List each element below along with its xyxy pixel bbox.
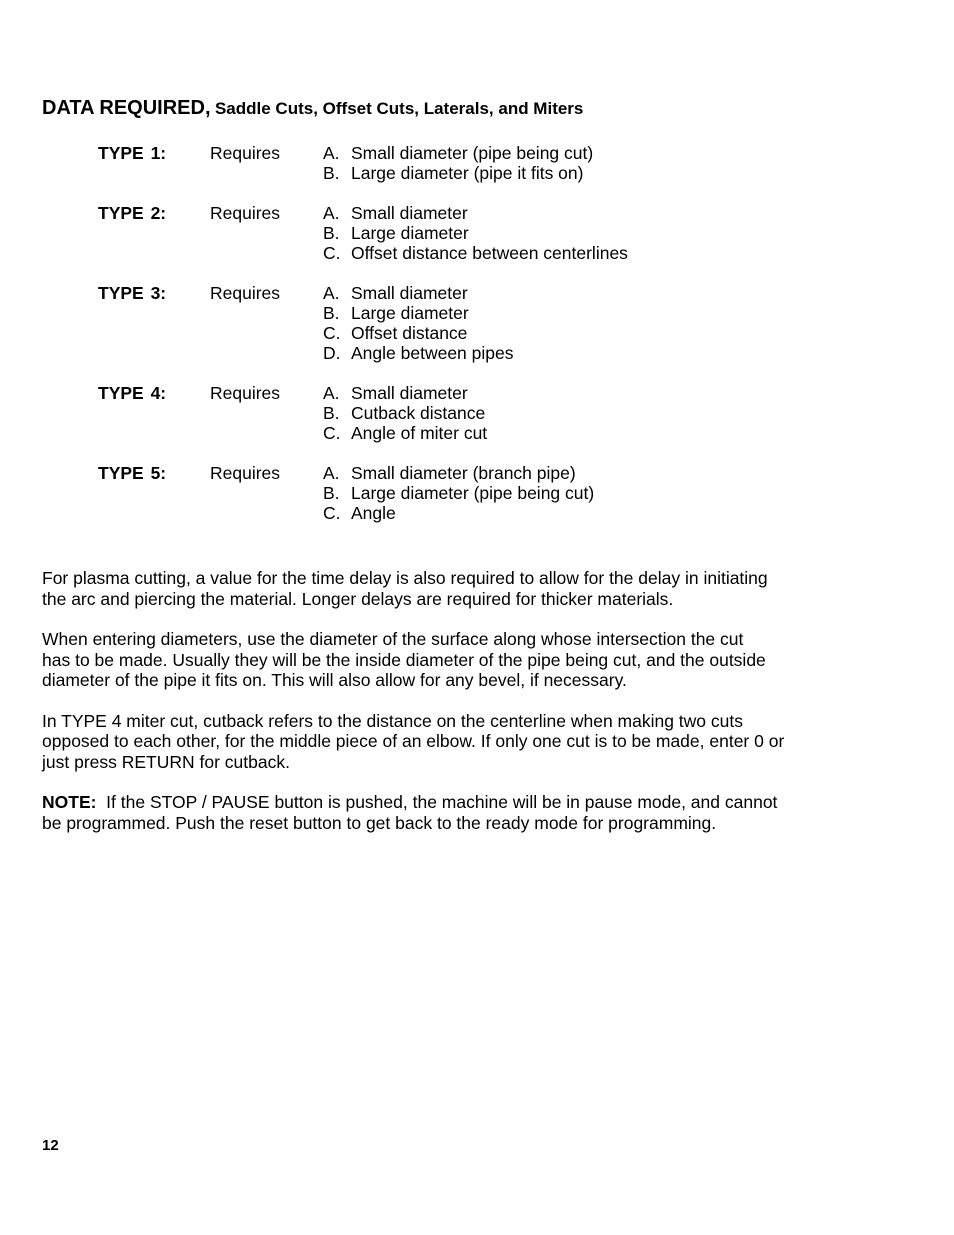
list-item <box>323 243 628 263</box>
list-item <box>323 503 628 523</box>
item-text: Small diameter (pipe being cut) <box>351 143 594 163</box>
diameters-paragraph <box>42 629 862 691</box>
note-label: NOTE: <box>42 792 97 812</box>
list-item <box>323 463 628 483</box>
paragraph-line: be programmed. Push the reset button to get back to the ready mode for programming. <box>42 812 717 833</box>
type-label: TYPE 1: <box>98 143 167 163</box>
item-text: Angle of miter cut <box>351 423 488 443</box>
item-letter: C. <box>323 503 341 523</box>
body-paragraphs <box>42 568 862 853</box>
type-label: TYPE 5: <box>98 463 167 483</box>
paragraph-line: For plasma cutting, a value for the time delay is also required to allow for the delay in initiating <box>42 568 768 588</box>
item-letter: B. <box>323 403 340 423</box>
item-text: Angle between pipes <box>351 343 514 363</box>
item-letter: B. <box>323 223 340 243</box>
item-letter: A. <box>323 143 340 163</box>
requires-label: Requires <box>210 383 281 403</box>
item-text: Large diameter (pipe it fits on) <box>351 163 584 183</box>
item-letter: C. <box>323 243 341 263</box>
type-block-2 <box>98 203 628 263</box>
type-items <box>323 383 628 443</box>
type-label: TYPE 2: <box>98 203 167 223</box>
paragraph-line <box>42 792 862 813</box>
list-item <box>323 163 628 183</box>
list-item <box>323 483 628 503</box>
paragraph-line: When entering diameters, use the diameter of the surface along whose intersection the cut <box>42 629 744 649</box>
item-text: Cutback distance <box>351 403 486 423</box>
list-item <box>323 283 628 303</box>
type-block-1 <box>98 143 628 183</box>
item-text: Small diameter (branch pipe) <box>351 463 576 483</box>
list-item <box>323 423 628 443</box>
type-block-4 <box>98 383 628 443</box>
type-items <box>323 283 628 363</box>
type-block-3 <box>98 283 628 363</box>
type-items <box>323 203 628 263</box>
type-block-5 <box>98 463 628 523</box>
item-text: Small diameter <box>351 203 468 223</box>
page-number: 12 <box>42 1137 59 1154</box>
item-text: Small diameter <box>351 283 468 303</box>
list-item <box>323 343 628 363</box>
paragraph-line: the arc and piercing the material. Longer delays are required for thicker materials. <box>42 588 674 609</box>
item-letter: D. <box>323 343 341 363</box>
item-letter: A. <box>323 283 340 303</box>
item-letter: A. <box>323 203 340 223</box>
list-item <box>323 403 628 423</box>
requires-label: Requires <box>210 203 281 223</box>
paragraph-line: just press RETURN for cutback. <box>42 751 290 772</box>
heading-subtitle: Saddle Cuts, Offset Cuts, Laterals, and Miters <box>214 99 584 118</box>
type-label: TYPE 4: <box>98 383 167 403</box>
heading-main: DATA REQUIRED, <box>42 97 211 119</box>
list-item <box>323 143 628 163</box>
item-text: Large diameter <box>351 303 469 323</box>
item-text: Offset distance between centerlines <box>351 243 628 263</box>
item-text: Small diameter <box>351 383 468 403</box>
paragraph-line: opposed to each other, for the middle piece of an elbow. If only one cut is to be made, enter 0 or <box>42 731 785 751</box>
list-item <box>323 203 628 223</box>
paragraph-line: diameter of the pipe it fits on. This will also allow for any bevel, if necessary. <box>42 670 627 690</box>
type-requirements-list <box>98 143 628 543</box>
requires-label: Requires <box>210 463 281 483</box>
list-item <box>323 223 628 243</box>
item-letter: B. <box>323 303 340 323</box>
type-items <box>323 143 628 183</box>
note-paragraph <box>42 792 862 833</box>
item-text: Large diameter (pipe being cut) <box>351 483 595 503</box>
item-text: Large diameter <box>351 223 469 243</box>
cutback-paragraph <box>42 711 862 773</box>
list-item <box>323 383 628 403</box>
item-letter: C. <box>323 423 341 443</box>
item-text: Angle <box>351 503 396 523</box>
note-text: If the STOP / PAUSE button is pushed, the machine will be in pause mode, and cannot <box>96 792 778 812</box>
plasma-paragraph <box>42 568 862 609</box>
type-items <box>323 463 628 523</box>
item-text: Offset distance <box>351 323 468 343</box>
item-letter: C. <box>323 323 341 343</box>
requires-label: Requires <box>210 143 281 163</box>
item-letter: B. <box>323 483 340 503</box>
item-letter: A. <box>323 463 340 483</box>
section-heading <box>42 94 583 124</box>
requires-label: Requires <box>210 283 281 303</box>
item-letter: A. <box>323 383 340 403</box>
list-item <box>323 303 628 323</box>
item-letter: B. <box>323 163 340 183</box>
list-item <box>323 323 628 343</box>
paragraph-line: has to be made. Usually they will be the inside diameter of the pipe being cut, and the outside <box>42 649 766 670</box>
paragraph-line: In TYPE 4 miter cut, cutback refers to the distance on the centerline when making two cuts <box>42 710 743 731</box>
type-label: TYPE 3: <box>98 283 167 303</box>
